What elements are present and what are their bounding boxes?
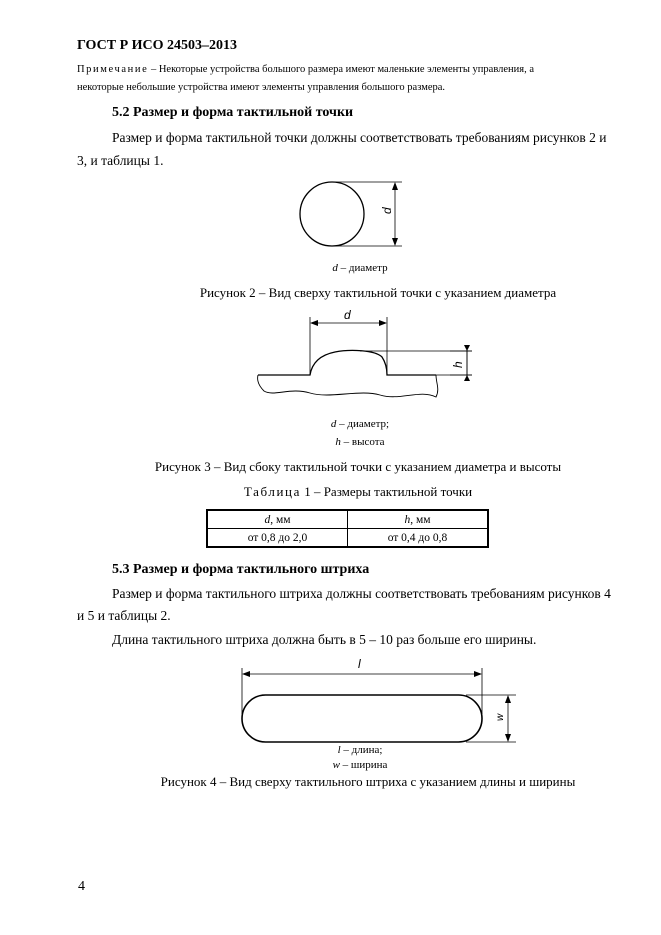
dim-label-d-side: d	[344, 308, 351, 322]
legend-text-diameter: – диаметр	[337, 262, 388, 274]
figure-4-legend-line-2	[300, 759, 420, 771]
dim-label-w: w	[495, 713, 506, 721]
section-5-3-para-1-line-1: Размер и форма тактильного штриха должны соответствовать требованиям рисунков 4	[112, 586, 611, 601]
table-1-title	[80, 484, 636, 500]
section-5-2-para-line-1: Размер и форма тактильной точки должны соответствовать требованиям рисунков 2 и	[112, 130, 607, 145]
page-number: 4	[78, 879, 85, 894]
legend-var-w: w	[332, 759, 340, 771]
dim-label-h: h	[451, 361, 465, 368]
legend-var-d: d	[332, 262, 338, 274]
figure-4-drawing	[232, 654, 522, 746]
figure-3-caption: Рисунок 3 – Вид сбоку тактильной точки с указанием диаметра и высоты	[154, 459, 562, 474]
figure-3-legend-line-2	[300, 436, 420, 448]
legend-text-height-3: – высота	[340, 436, 385, 448]
legend-text-diameter-3: – диаметр;	[336, 418, 390, 430]
table-1-title-text: 1 – Размеры тактильной точки	[300, 484, 473, 499]
d-arrow-right	[379, 320, 387, 326]
section-5-2-para-line-2: 3, и таблицы 1.	[77, 153, 164, 168]
section-5-2-heading: 5.2 Размер и форма тактильной точки	[112, 105, 354, 120]
figure-3-legend-line-1	[300, 418, 420, 430]
table-1-label: Таблица	[243, 484, 301, 499]
h-arrow-top	[464, 345, 470, 351]
figure-3-h-dimension	[450, 345, 480, 385]
note-line-2: некоторые небольшие устройства имеют элементы управления большого размера.	[77, 82, 446, 93]
figure-2-legend	[300, 262, 420, 274]
table-row	[207, 529, 488, 548]
legend-var-l: l	[337, 744, 341, 756]
w-arrow-down	[505, 734, 511, 742]
table-1	[206, 509, 489, 548]
d-arrow-left	[310, 320, 318, 326]
note-text-1: Некоторые устройства большого размера имеют маленькие элементы управления, а	[158, 64, 535, 75]
table-header-d: d, мм	[207, 510, 348, 529]
document-header: ГОСТ Р ИСО 24503–2013	[77, 38, 238, 53]
arrow-down	[392, 238, 398, 246]
h-arrow-bottom	[464, 375, 470, 381]
tactile-dot-top-view	[300, 182, 364, 246]
dim-label-l: l	[358, 657, 361, 671]
tactile-bar-top-view	[242, 695, 482, 742]
note-label: Примечание	[77, 64, 149, 75]
w-arrow-up	[505, 695, 511, 703]
legend-var-h-3: h	[335, 436, 341, 448]
figure-4-legend-line-1	[300, 744, 420, 756]
section-5-3-para-1-line-2: и 5 и таблицы 2.	[77, 608, 171, 623]
figure-4-caption: Рисунок 4 – Вид сверху тактильного штриха с указанием длины и ширины	[160, 774, 576, 789]
legend-text-width: – ширина	[339, 759, 388, 771]
legend-text-length: – длина;	[340, 744, 383, 756]
surface-profile	[258, 350, 436, 375]
figure-2-drawing	[290, 178, 410, 250]
l-arrow-right	[474, 671, 482, 677]
arrow-up	[392, 182, 398, 190]
table-header-row	[207, 510, 488, 529]
table-cell-h: от 0,4 до 0,8	[348, 529, 489, 548]
legend-var-d-3: d	[330, 418, 337, 430]
note-line-1	[77, 62, 534, 78]
section-5-3-para-2: Длина тактильного штриха должна быть в 5 – 10 раз больше его ширины.	[112, 632, 537, 647]
table-header-h: h, мм	[348, 510, 489, 529]
dim-label-d: d	[380, 207, 394, 214]
section-5-3-heading: 5.3 Размер и форма тактильного штриха	[112, 562, 370, 577]
figure-2-caption: Рисунок 2 – Вид сверху тактильной точки с указанием диаметра	[199, 285, 557, 300]
l-arrow-left	[242, 671, 250, 677]
figure-3-drawing	[250, 305, 465, 405]
break-line	[258, 375, 438, 397]
table-cell-d: от 0,8 до 2,0	[207, 529, 348, 548]
note-dash: –	[148, 64, 159, 75]
